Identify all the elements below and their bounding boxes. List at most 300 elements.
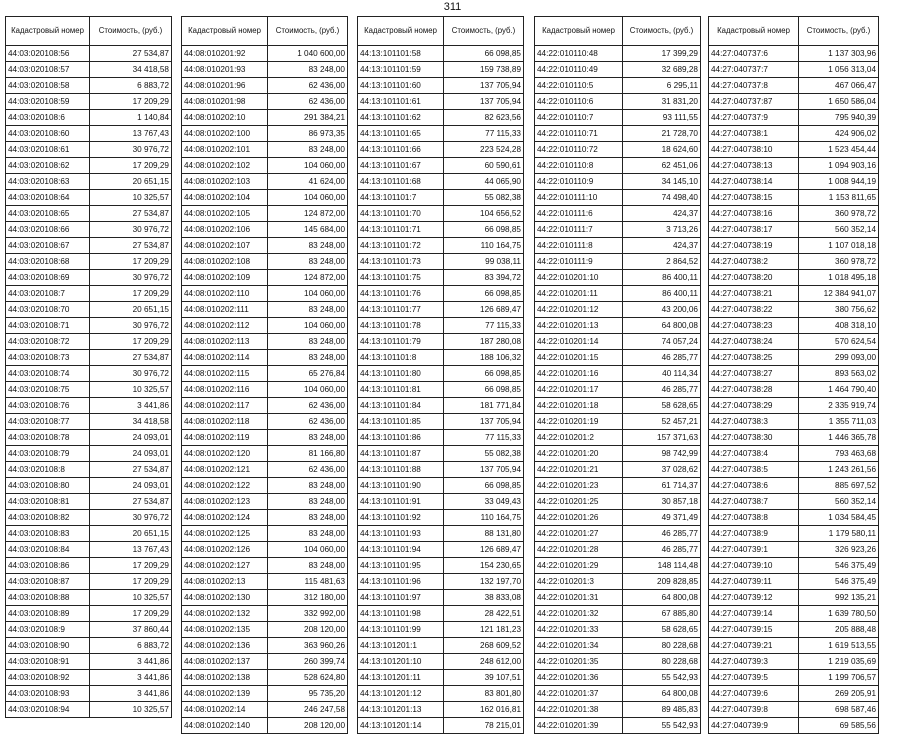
table-row [358, 590, 524, 606]
cadastral-number: 44:08:010202:137 [182, 654, 268, 670]
table-row [6, 414, 172, 430]
table-row [182, 558, 348, 574]
cost-value: 34 145,10 [623, 174, 701, 190]
cost-value: 793 463,68 [799, 446, 879, 462]
table-row [535, 78, 701, 94]
cost-value: 52 457,21 [623, 414, 701, 430]
cadastral-number: 44:08:010202:102 [182, 158, 268, 174]
cost-value: 37 028,62 [623, 462, 701, 478]
cadastral-number: 44:03:020108:68 [6, 254, 90, 270]
table-row [182, 686, 348, 702]
table-row [535, 686, 701, 702]
cadastral-number: 44:03:020108:60 [6, 126, 90, 142]
table-row [182, 334, 348, 350]
table-row [535, 414, 701, 430]
cost-value: 64 800,08 [623, 318, 701, 334]
cost-value: 86 400,11 [623, 286, 701, 302]
table-row [358, 270, 524, 286]
table-row [358, 366, 524, 382]
cadastral-number: 44:22:010201:15 [535, 350, 623, 366]
table-row [182, 110, 348, 126]
cost-value: 560 352,14 [799, 222, 879, 238]
table-row [535, 94, 701, 110]
table-row [535, 462, 701, 478]
cadastral-number: 44:08:010202:121 [182, 462, 268, 478]
cost-value: 17 209,29 [90, 254, 172, 270]
table-row [535, 526, 701, 542]
table-row [182, 206, 348, 222]
cadastral-number: 44:03:020108:80 [6, 478, 90, 494]
table-row [535, 222, 701, 238]
cadastral-number: 44:27:040738:2 [709, 254, 799, 270]
table-row [6, 62, 172, 78]
cost-value: 27 534,87 [90, 462, 172, 478]
cost-value: 17 209,29 [90, 606, 172, 622]
table-row [709, 238, 879, 254]
cost-value: 154 230,65 [444, 558, 524, 574]
cadastral-number: 44:08:010202:110 [182, 286, 268, 302]
cadastral-number: 44:03:020108:92 [6, 670, 90, 686]
table-row [182, 78, 348, 94]
table-row [709, 446, 879, 462]
cadastral-number: 44:08:010202:14 [182, 702, 268, 718]
cost-value: 10 325,57 [90, 590, 172, 606]
cost-value: 137 705,94 [444, 414, 524, 430]
table-row [709, 542, 879, 558]
cadastral-number: 44:13:101101:81 [358, 382, 444, 398]
table-row [358, 398, 524, 414]
cost-value: 162 016,81 [444, 702, 524, 718]
cadastral-number: 44:03:020108:87 [6, 574, 90, 590]
cadastral-number: 44:27:040738:17 [709, 222, 799, 238]
cadastral-number: 44:22:010110:6 [535, 94, 623, 110]
table-row [709, 78, 879, 94]
cadastral-number: 44:13:101101:94 [358, 542, 444, 558]
table-row [358, 702, 524, 718]
table-row [535, 382, 701, 398]
cost-value: 363 960,26 [268, 638, 348, 654]
cost-value: 268 609,52 [444, 638, 524, 654]
cadastral-number: 44:22:010201:32 [535, 606, 623, 622]
table-row [358, 78, 524, 94]
cost-value: 55 082,38 [444, 446, 524, 462]
cost-value: 74 057,24 [623, 334, 701, 350]
cost-value: 13 767,43 [90, 126, 172, 142]
cost-value: 1 008 944,19 [799, 174, 879, 190]
cost-value: 188 106,32 [444, 350, 524, 366]
cadastral-number: 44:27:040739:9 [709, 718, 799, 734]
table-row [6, 254, 172, 270]
cadastral-number: 44:22:010201:38 [535, 702, 623, 718]
cadastral-number: 44:13:101101:61 [358, 94, 444, 110]
cost-value: 260 399,74 [268, 654, 348, 670]
cost-value: 37 860,44 [90, 622, 172, 638]
cadastral-number: 44:03:020108:89 [6, 606, 90, 622]
cost-value: 1 355 711,03 [799, 414, 879, 430]
cadastral-number: 44:13:101101:78 [358, 318, 444, 334]
cadastral-number: 44:03:020108:77 [6, 414, 90, 430]
table-row [6, 126, 172, 142]
cost-value: 1 199 706,57 [799, 670, 879, 686]
cost-value: 89 485,83 [623, 702, 701, 718]
cost-value: 83 248,00 [268, 430, 348, 446]
cost-value: 83 248,00 [268, 510, 348, 526]
cadastral-number: 44:27:040738:15 [709, 190, 799, 206]
cost-value: 10 325,57 [90, 702, 172, 718]
cost-value: 83 248,00 [268, 254, 348, 270]
cost-value: 570 624,54 [799, 334, 879, 350]
table-row [182, 574, 348, 590]
table-row [358, 414, 524, 430]
cost-value: 41 624,00 [268, 174, 348, 190]
cadastral-number: 44:13:101201:1 [358, 638, 444, 654]
cadastral-number: 44:08:010202:139 [182, 686, 268, 702]
cadastral-number: 44:08:010202:13 [182, 574, 268, 590]
table-row [535, 510, 701, 526]
cadastral-number: 44:27:040738:24 [709, 334, 799, 350]
table-row [709, 62, 879, 78]
table-row [358, 558, 524, 574]
cost-value: 80 228,68 [623, 654, 701, 670]
table-row [6, 686, 172, 702]
cost-value: 1 140,84 [90, 110, 172, 126]
table-row [182, 126, 348, 142]
table-row [535, 190, 701, 206]
cost-value: 1 219 035,69 [799, 654, 879, 670]
cost-value: 332 992,00 [268, 606, 348, 622]
cost-value: 17 399,29 [623, 46, 701, 62]
header-cadastral: Кадастровый номер [535, 17, 623, 46]
table-row [358, 446, 524, 462]
table-row [535, 126, 701, 142]
table-row [182, 62, 348, 78]
table-row [6, 110, 172, 126]
cost-value: 95 735,20 [268, 686, 348, 702]
table-row [535, 174, 701, 190]
cost-value: 1 523 454,44 [799, 142, 879, 158]
table-row [182, 222, 348, 238]
table-row [358, 478, 524, 494]
table-row [6, 78, 172, 94]
cadastral-number: 44:08:010202:126 [182, 542, 268, 558]
cost-value: 115 481,63 [268, 574, 348, 590]
cadastral-number: 44:27:040739:11 [709, 574, 799, 590]
cadastral-number: 44:03:020108:79 [6, 446, 90, 462]
table-row [535, 158, 701, 174]
cadastral-number: 44:08:010202:140 [182, 718, 268, 734]
header-cadastral: Кадастровый номер [709, 17, 799, 46]
cadastral-number: 44:13:101101:7 [358, 190, 444, 206]
cadastral-number: 44:27:040738:29 [709, 398, 799, 414]
cadastral-number: 44:27:040737:87 [709, 94, 799, 110]
cost-value: 3 441,86 [90, 670, 172, 686]
cost-value: 380 756,62 [799, 302, 879, 318]
cost-value: 27 534,87 [90, 46, 172, 62]
cost-value: 38 833,08 [444, 590, 524, 606]
table-row [358, 494, 524, 510]
table-row [358, 254, 524, 270]
table-row [182, 542, 348, 558]
table-row [358, 286, 524, 302]
cadastral-number: 44:22:010201:25 [535, 494, 623, 510]
table-row [6, 462, 172, 478]
cost-value: 66 098,85 [444, 222, 524, 238]
cost-value: 60 590,61 [444, 158, 524, 174]
table-row [358, 206, 524, 222]
cost-value: 1 018 495,18 [799, 270, 879, 286]
cadastral-number: 44:13:101101:97 [358, 590, 444, 606]
cadastral-number: 44:08:010201:93 [182, 62, 268, 78]
cadastral-table-5 [708, 16, 879, 734]
cost-value: 64 800,08 [623, 590, 701, 606]
cadastral-number: 44:13:101101:72 [358, 238, 444, 254]
cadastral-number: 44:13:101101:77 [358, 302, 444, 318]
cost-value: 44 065,90 [444, 174, 524, 190]
cadastral-number: 44:03:020108:75 [6, 382, 90, 398]
cadastral-number: 44:13:101101:84 [358, 398, 444, 414]
table-row [6, 94, 172, 110]
cost-value: 17 209,29 [90, 558, 172, 574]
table-row [6, 206, 172, 222]
cost-value: 104 060,00 [268, 542, 348, 558]
table-row [709, 478, 879, 494]
cadastral-number: 44:03:020108:82 [6, 510, 90, 526]
cost-value: 187 280,08 [444, 334, 524, 350]
cadastral-number: 44:03:020108:69 [6, 270, 90, 286]
cadastral-number: 44:13:101101:70 [358, 206, 444, 222]
table-row [535, 270, 701, 286]
table-row [182, 398, 348, 414]
cadastral-number: 44:27:040739:12 [709, 590, 799, 606]
cadastral-number: 44:27:040737:9 [709, 110, 799, 126]
cost-value: 83 394,72 [444, 270, 524, 286]
cost-value: 32 689,28 [623, 62, 701, 78]
header-cost: Стоимость, (руб.) [623, 17, 701, 46]
cost-value: 132 197,70 [444, 574, 524, 590]
cadastral-number: 44:27:040738:28 [709, 382, 799, 398]
cost-value: 528 624,80 [268, 670, 348, 686]
cadastral-number: 44:22:010201:19 [535, 414, 623, 430]
cadastral-number: 44:27:040739:21 [709, 638, 799, 654]
table-row [182, 462, 348, 478]
table-row [6, 174, 172, 190]
cost-value: 74 498,40 [623, 190, 701, 206]
cadastral-number: 44:27:040738:8 [709, 510, 799, 526]
table-row [535, 654, 701, 670]
cost-value: 1 034 584,45 [799, 510, 879, 526]
cadastral-number: 44:22:010201:3 [535, 574, 623, 590]
cost-value: 17 209,29 [90, 158, 172, 174]
cost-value: 209 828,85 [623, 574, 701, 590]
table-row [6, 142, 172, 158]
cadastral-number: 44:08:010202:127 [182, 558, 268, 574]
cadastral-number: 44:03:020108:58 [6, 78, 90, 94]
cost-value: 62 436,00 [268, 78, 348, 94]
table-row [709, 334, 879, 350]
cost-value: 40 114,34 [623, 366, 701, 382]
cost-value: 467 066,47 [799, 78, 879, 94]
cadastral-number: 44:08:010202:116 [182, 382, 268, 398]
table-row [358, 526, 524, 542]
cadastral-number: 44:03:020108:61 [6, 142, 90, 158]
cadastral-number: 44:03:020108:7 [6, 286, 90, 302]
table-row [535, 350, 701, 366]
cadastral-number: 44:27:040738:20 [709, 270, 799, 286]
cadastral-number: 44:22:010201:17 [535, 382, 623, 398]
cost-value: 17 209,29 [90, 94, 172, 110]
cadastral-number: 44:27:040738:4 [709, 446, 799, 462]
table-row [709, 286, 879, 302]
cadastral-number: 44:22:010201:34 [535, 638, 623, 654]
cadastral-number: 44:13:101101:59 [358, 62, 444, 78]
cadastral-number: 44:27:040738:13 [709, 158, 799, 174]
cost-value: 126 689,47 [444, 302, 524, 318]
cadastral-number: 44:03:020108:8 [6, 462, 90, 478]
table-row [358, 46, 524, 62]
table-row [709, 206, 879, 222]
table-row [182, 606, 348, 622]
cost-value: 24 093,01 [90, 430, 172, 446]
table-row [182, 302, 348, 318]
cadastral-number: 44:03:020108:64 [6, 190, 90, 206]
cost-value: 86 973,35 [268, 126, 348, 142]
table-row [182, 318, 348, 334]
table-row [182, 526, 348, 542]
cost-value: 360 978,72 [799, 254, 879, 270]
cost-value: 17 209,29 [90, 286, 172, 302]
table-row [6, 302, 172, 318]
cost-value: 424,37 [623, 238, 701, 254]
cadastral-number: 44:13:101101:90 [358, 478, 444, 494]
table-row [182, 238, 348, 254]
table-row [182, 510, 348, 526]
table-row [709, 190, 879, 206]
cost-value: 20 651,15 [90, 302, 172, 318]
cost-value: 3 441,86 [90, 398, 172, 414]
cadastral-number: 44:27:040739:10 [709, 558, 799, 574]
cost-value: 698 587,46 [799, 702, 879, 718]
cost-value: 208 120,00 [268, 718, 348, 734]
cost-value: 795 940,39 [799, 110, 879, 126]
table-row [535, 254, 701, 270]
cost-value: 145 684,00 [268, 222, 348, 238]
table-row [709, 158, 879, 174]
cost-value: 291 384,21 [268, 110, 348, 126]
cost-value: 1 107 018,18 [799, 238, 879, 254]
cadastral-number: 44:13:101101:95 [358, 558, 444, 574]
cadastral-number: 44:03:020108:66 [6, 222, 90, 238]
table-row [535, 478, 701, 494]
cadastral-number: 44:08:010202:123 [182, 494, 268, 510]
cadastral-number: 44:13:101101:79 [358, 334, 444, 350]
cost-value: 62 436,00 [268, 398, 348, 414]
cadastral-number: 44:27:040738:19 [709, 238, 799, 254]
cadastral-number: 44:13:101101:65 [358, 126, 444, 142]
header-cost: Стоимость, (руб.) [799, 17, 879, 46]
table-row [709, 718, 879, 734]
cadastral-number: 44:13:101201:10 [358, 654, 444, 670]
cadastral-number: 44:08:010202:105 [182, 206, 268, 222]
table-row [709, 622, 879, 638]
cadastral-number: 44:08:010202:122 [182, 478, 268, 494]
table-row [358, 318, 524, 334]
cadastral-number: 44:08:010202:113 [182, 334, 268, 350]
cadastral-number: 44:13:101101:66 [358, 142, 444, 158]
cadastral-number: 44:08:010202:136 [182, 638, 268, 654]
table-row [6, 574, 172, 590]
cost-value: 30 976,72 [90, 510, 172, 526]
table-row [6, 590, 172, 606]
table-row [6, 190, 172, 206]
cost-value: 39 107,51 [444, 670, 524, 686]
table-row [6, 46, 172, 62]
cadastral-number: 44:03:020108:88 [6, 590, 90, 606]
cadastral-number: 44:22:010201:27 [535, 526, 623, 542]
cost-value: 181 771,84 [444, 398, 524, 414]
cadastral-number: 44:22:010201:16 [535, 366, 623, 382]
table-row [358, 126, 524, 142]
table-row [358, 94, 524, 110]
table-row [535, 558, 701, 574]
table-row [6, 446, 172, 462]
cadastral-number: 44:22:010201:39 [535, 718, 623, 734]
table-row [709, 494, 879, 510]
table-row [358, 238, 524, 254]
cost-value: 67 885,80 [623, 606, 701, 622]
cost-value: 82 623,56 [444, 110, 524, 126]
cadastral-number: 44:13:101101:80 [358, 366, 444, 382]
table-row [6, 542, 172, 558]
table-row [358, 302, 524, 318]
cost-value: 43 200,06 [623, 302, 701, 318]
cost-value: 104 060,00 [268, 382, 348, 398]
cost-value: 88 131,80 [444, 526, 524, 542]
cost-value: 17 209,29 [90, 334, 172, 350]
cost-value: 885 697,52 [799, 478, 879, 494]
table-row [358, 462, 524, 478]
cadastral-number: 44:27:040738:10 [709, 142, 799, 158]
cadastral-number: 44:13:101101:68 [358, 174, 444, 190]
table-row [709, 94, 879, 110]
cost-value: 99 038,11 [444, 254, 524, 270]
cadastral-number: 44:08:010202:10 [182, 110, 268, 126]
cost-value: 10 325,57 [90, 190, 172, 206]
cadastral-number: 44:13:101101:8 [358, 350, 444, 366]
cadastral-number: 44:13:101101:87 [358, 446, 444, 462]
cost-value: 20 651,15 [90, 526, 172, 542]
cost-value: 46 285,77 [623, 526, 701, 542]
cadastral-number: 44:22:010111:6 [535, 206, 623, 222]
cadastral-number: 44:27:040738:7 [709, 494, 799, 510]
cadastral-number: 44:22:010110:71 [535, 126, 623, 142]
cost-value: 66 098,85 [444, 478, 524, 494]
cost-value: 46 285,77 [623, 542, 701, 558]
table-row [182, 190, 348, 206]
table-row [358, 190, 524, 206]
cost-value: 49 371,49 [623, 510, 701, 526]
cadastral-number: 44:22:010201:21 [535, 462, 623, 478]
cost-value: 1 446 365,78 [799, 430, 879, 446]
cost-value: 110 164,75 [444, 510, 524, 526]
table-row [709, 366, 879, 382]
table-row [535, 606, 701, 622]
table-row [182, 590, 348, 606]
cost-value: 27 534,87 [90, 350, 172, 366]
table-row [709, 318, 879, 334]
cost-value: 148 114,48 [623, 558, 701, 574]
cost-value: 1 243 261,56 [799, 462, 879, 478]
cost-value: 1 137 303,96 [799, 46, 879, 62]
